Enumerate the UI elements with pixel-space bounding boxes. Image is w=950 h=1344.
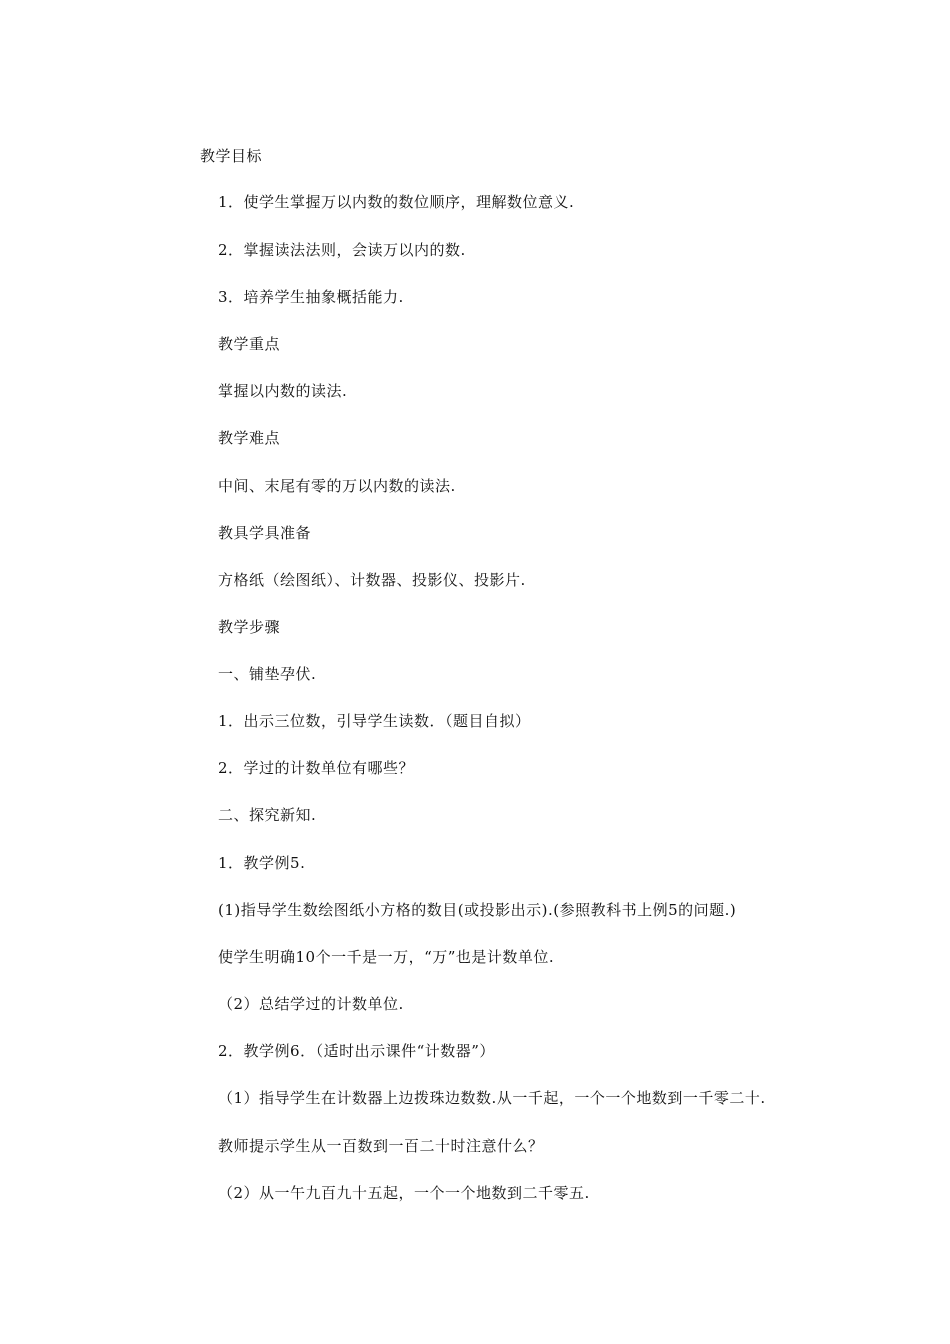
example-5-part-2: （2）总结学过的计数单位. xyxy=(218,995,404,1013)
example-6-note: 教师提示学生从一百数到一百二十时注意什么？ xyxy=(218,1137,544,1155)
heading-difficulties: 教学难点 xyxy=(218,429,281,447)
example-5-part-1: (1)指导学生数绘图纸小方格的数目(或投影出示).(参照教科书上例5的问题.) xyxy=(218,901,737,919)
heading-materials: 教具学具准备 xyxy=(218,524,312,542)
materials-text: 方格纸（绘图纸）、计数器、投影仪、投影片. xyxy=(218,571,526,589)
goal-item-2: 2．掌握读法法则，会读万以内的数. xyxy=(218,241,466,259)
step-2-item-2: 2．教学例6．（适时出示课件“计数器”） xyxy=(218,1042,495,1060)
heading-steps: 教学步骤 xyxy=(218,618,281,636)
heading-key-points: 教学重点 xyxy=(218,335,281,353)
difficulty-text: 中间、末尾有零的万以内数的读法. xyxy=(218,477,456,495)
example-6-part-2: （2）从一午九百九十五起，一个一个地数到二千零五. xyxy=(218,1184,590,1202)
heading-teaching-goals: 教学目标 xyxy=(200,147,263,165)
example-6-part-1: （1）指导学生在计数器上边拨珠边数数.从一千起，一个一个地数到一千零二十. xyxy=(218,1089,766,1107)
step-section-1: 一、铺垫孕伏. xyxy=(218,665,317,683)
step-section-2: 二、探究新知. xyxy=(218,806,317,824)
step-1-item-1: 1．出示三位数，引导学生读数．（题目自拟） xyxy=(218,712,531,730)
key-point-text: 掌握以内数的读法. xyxy=(218,382,348,400)
goal-item-3: 3．培养学生抽象概括能力. xyxy=(218,288,404,306)
goal-item-1: 1．使学生掌握万以内数的数位顺序，理解数位意义. xyxy=(218,193,575,211)
step-1-item-2: 2．学过的计数单位有哪些？ xyxy=(218,759,415,777)
step-2-item-1: 1．教学例5. xyxy=(218,854,306,872)
example-5-note: 使学生明确10个一千是一万，“万”也是计数单位. xyxy=(218,948,555,966)
